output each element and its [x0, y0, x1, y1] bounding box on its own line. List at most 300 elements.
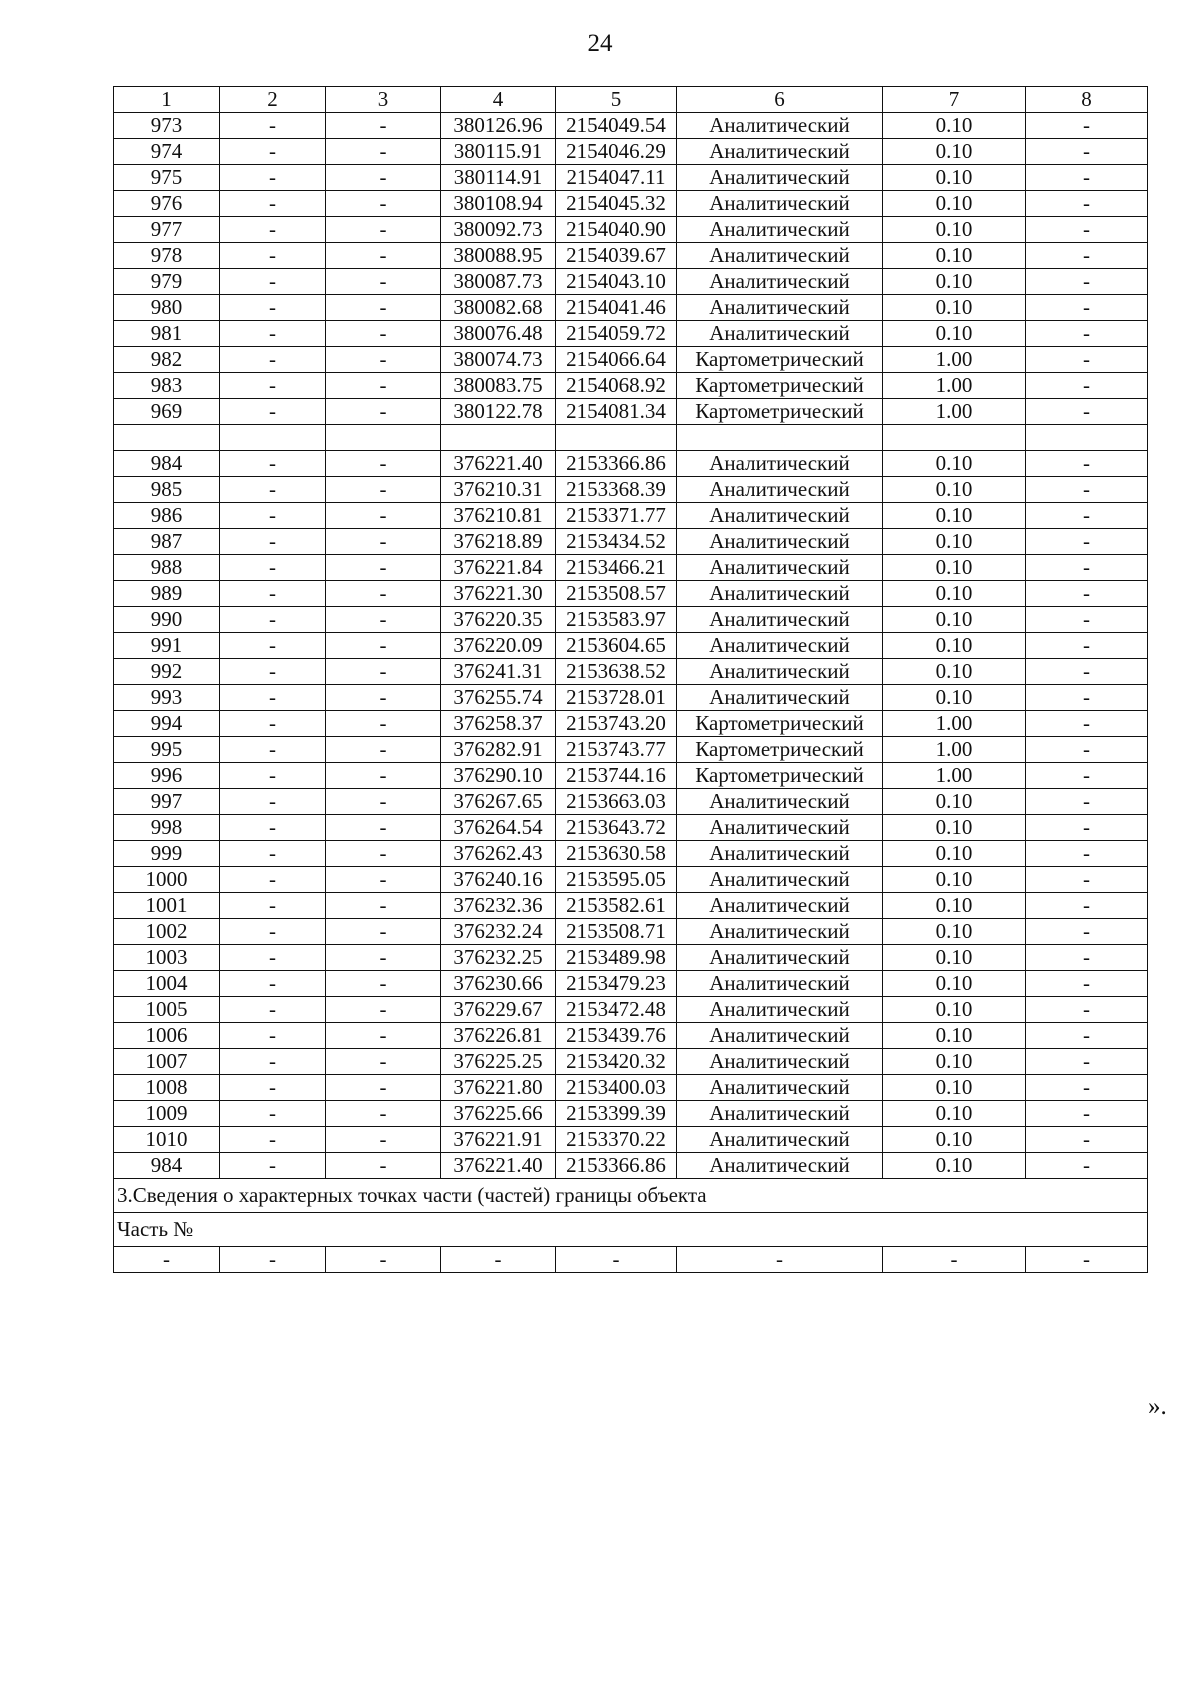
table-cell-col-3: - — [326, 321, 441, 347]
table-cell-col-7 — [883, 425, 1026, 451]
table-cell-col-6: Аналитический — [677, 217, 883, 243]
table-cell-col-4: 376264.54 — [441, 815, 556, 841]
table-cell-col-3: - — [326, 607, 441, 633]
table-cell-col-2 — [220, 425, 326, 451]
table-cell-col-2: - — [220, 1049, 326, 1075]
coordinates-table — [113, 86, 1148, 1273]
table-cell-col-1: 999 — [114, 841, 220, 867]
table-cell-col-8: - — [1026, 373, 1148, 399]
table-cell-col-7: 0.10 — [883, 191, 1026, 217]
table-cell-col-8: - — [1026, 243, 1148, 269]
table-cell-col-2: - — [220, 607, 326, 633]
table-cell-col-2: - — [220, 1127, 326, 1153]
table-cell-col-1: 988 — [114, 555, 220, 581]
table-cell-col-4: 380082.68 — [441, 295, 556, 321]
table-cell-col-4: 380115.91 — [441, 139, 556, 165]
table-cell-col-4: 376218.89 — [441, 529, 556, 555]
table-cell-col-1: 990 — [114, 607, 220, 633]
table-cell-col-3: - — [326, 737, 441, 763]
table-cell-col-7: 0.10 — [883, 945, 1026, 971]
table-cell-col-8: - — [1026, 945, 1148, 971]
table-cell-col-4: 380114.91 — [441, 165, 556, 191]
table-cell-col-5: 2153466.21 — [556, 555, 677, 581]
table-row — [114, 373, 1148, 399]
table-cell-col-8: - — [1026, 399, 1148, 425]
table-cell-col-4: 376221.80 — [441, 1075, 556, 1101]
table-cell-col-2: - — [220, 971, 326, 997]
table-cell-col-2: - — [220, 139, 326, 165]
table-cell-col-8: - — [1026, 1023, 1148, 1049]
table-cell-col-2: - — [220, 373, 326, 399]
table-cell-col-2: - — [220, 243, 326, 269]
table-cell-col-6: Картометрический — [677, 347, 883, 373]
table-cell-col-5: 2153643.72 — [556, 815, 677, 841]
table-cell-col-3: - — [326, 243, 441, 269]
table-cell-col-8: - — [1026, 503, 1148, 529]
table-row — [114, 243, 1148, 269]
table-cell-col-4: 376221.40 — [441, 451, 556, 477]
table-cell-col-8: - — [1026, 633, 1148, 659]
table-cell-col-5: 2153434.52 — [556, 529, 677, 555]
table-row — [114, 789, 1148, 815]
table-cell-col-4: 380076.48 — [441, 321, 556, 347]
table-cell-col-2: - — [220, 1153, 326, 1179]
table-cell-col-3: - — [326, 971, 441, 997]
table-cell-col-4: 376258.37 — [441, 711, 556, 737]
table-cell-col-5: 2153370.22 — [556, 1127, 677, 1153]
table-cell-col-4: 376230.66 — [441, 971, 556, 997]
table-cell-col-7: 0.10 — [883, 113, 1026, 139]
table-cell-col-6: Аналитический — [677, 243, 883, 269]
table-cell-col-7: 0.10 — [883, 295, 1026, 321]
table-cell-col-5: 2154045.32 — [556, 191, 677, 217]
table-row — [114, 1127, 1148, 1153]
table-cell-col-6: Аналитический — [677, 815, 883, 841]
table-cell-col-7: 0.10 — [883, 503, 1026, 529]
table-cell-col-8: - — [1026, 1049, 1148, 1075]
table-cell-col-2: - — [220, 1023, 326, 1049]
table-cell-col-1: 992 — [114, 659, 220, 685]
table-row — [114, 165, 1148, 191]
table-cell-col-8: - — [1026, 139, 1148, 165]
table-cell-col-5: 2153743.20 — [556, 711, 677, 737]
table-cell-col-5: 2153743.77 — [556, 737, 677, 763]
table-cell-col-2: - — [220, 451, 326, 477]
table-cell-col-7: - — [883, 1247, 1026, 1273]
table-cell-col-2: - — [220, 477, 326, 503]
table-cell-col-6: Аналитический — [677, 685, 883, 711]
table-cell-col-1: 975 — [114, 165, 220, 191]
table-row — [114, 633, 1148, 659]
table-cell-col-5: 2154066.64 — [556, 347, 677, 373]
table-row — [114, 893, 1148, 919]
table-row — [114, 321, 1148, 347]
table-cell-col-4 — [441, 425, 556, 451]
table-cell-col-1: 985 — [114, 477, 220, 503]
table-cell-col-4: 376210.81 — [441, 503, 556, 529]
table-cell-col-7: 1.00 — [883, 347, 1026, 373]
table-cell-col-1: 974 — [114, 139, 220, 165]
table-cell-col-5: 2154068.92 — [556, 373, 677, 399]
table-cell-col-1: 1003 — [114, 945, 220, 971]
table-cell-col-4: 376225.66 — [441, 1101, 556, 1127]
table-cell-col-7: 0.10 — [883, 841, 1026, 867]
table-cell-col-1: 984 — [114, 1153, 220, 1179]
table-row — [114, 581, 1148, 607]
table-cell-col-6: Аналитический — [677, 295, 883, 321]
table-cell-col-7: 0.10 — [883, 1075, 1026, 1101]
table-cell-col-2: - — [220, 113, 326, 139]
table-cell-col-4: 376262.43 — [441, 841, 556, 867]
table-cell-col-7: 0.10 — [883, 1127, 1026, 1153]
table-cell-col-8: - — [1026, 685, 1148, 711]
table-cell-col-3: - — [326, 711, 441, 737]
table-row — [114, 503, 1148, 529]
table-cell-col-8: - — [1026, 295, 1148, 321]
table-cell-col-4: 376240.16 — [441, 867, 556, 893]
table-cell-col-6: Аналитический — [677, 1075, 883, 1101]
table-cell-col-1: 1000 — [114, 867, 220, 893]
table-cell-col-8: - — [1026, 191, 1148, 217]
table-cell-col-7: 0.10 — [883, 633, 1026, 659]
table-cell-col-5: - — [556, 1247, 677, 1273]
table-cell-col-5 — [556, 425, 677, 451]
table-cell-col-6: Аналитический — [677, 321, 883, 347]
table-row — [114, 451, 1148, 477]
table-cell-col-8: - — [1026, 347, 1148, 373]
table-cell-col-1: 993 — [114, 685, 220, 711]
table-cell-col-5: 2153595.05 — [556, 867, 677, 893]
table-cell-col-3: - — [326, 347, 441, 373]
table-cell-col-8: - — [1026, 763, 1148, 789]
table-row — [114, 841, 1148, 867]
table-cell-col-5: 2153638.52 — [556, 659, 677, 685]
table-cell-col-2: - — [220, 841, 326, 867]
table-cell-col-6: Аналитический — [677, 841, 883, 867]
table-cell-col-3: - — [326, 1101, 441, 1127]
table-cell-col-2: - — [220, 295, 326, 321]
table-cell-col-2: - — [220, 711, 326, 737]
table-cell-col-2: - — [220, 581, 326, 607]
table-cell-col-6: Аналитический — [677, 191, 883, 217]
table-cell-col-4: 4 — [441, 87, 556, 113]
table-cell-col-5: 2153371.77 — [556, 503, 677, 529]
table-cell-col-2: - — [220, 399, 326, 425]
table-cell-col-1: 995 — [114, 737, 220, 763]
table-cell-col-7: 1.00 — [883, 737, 1026, 763]
table-cell-col-5: 2153479.23 — [556, 971, 677, 997]
table-separator-row — [114, 425, 1148, 451]
table-cell-col-6: Аналитический — [677, 867, 883, 893]
table-row — [114, 477, 1148, 503]
table-row — [114, 269, 1148, 295]
table-cell-col-3: - — [326, 217, 441, 243]
table-cell-col-3: - — [326, 633, 441, 659]
table-cell-col-4: - — [441, 1247, 556, 1273]
table-cell-col-5: 5 — [556, 87, 677, 113]
table-cell-col-8: - — [1026, 451, 1148, 477]
table-cell-col-7: 0.10 — [883, 1023, 1026, 1049]
table-cell-col-2: - — [220, 1247, 326, 1273]
table-cell-col-2: - — [220, 529, 326, 555]
table-cell-col-6: Картометрический — [677, 399, 883, 425]
table-cell-col-4: 376267.65 — [441, 789, 556, 815]
table-cell-col-6: Аналитический — [677, 1153, 883, 1179]
table-cell-col-8: - — [1026, 269, 1148, 295]
section-title: 3.Сведения о характерных точках части (частей) границы объекта — [114, 1179, 1148, 1213]
table-cell-col-8: - — [1026, 919, 1148, 945]
table-cell-col-7: 0.10 — [883, 451, 1026, 477]
table-cell-col-1: 986 — [114, 503, 220, 529]
table-cell-col-4: 380083.75 — [441, 373, 556, 399]
table-cell-col-2: - — [220, 347, 326, 373]
table-cell-col-3: - — [326, 1075, 441, 1101]
table-cell-col-2: - — [220, 633, 326, 659]
table-cell-col-8: - — [1026, 867, 1148, 893]
table-cell-col-7: 0.10 — [883, 685, 1026, 711]
table-cell-col-1: 1002 — [114, 919, 220, 945]
table-cell-col-1: 980 — [114, 295, 220, 321]
table-cell-col-1: 977 — [114, 217, 220, 243]
table-cell-col-3: - — [326, 269, 441, 295]
table-cell-col-5: 2154059.72 — [556, 321, 677, 347]
table-cell-col-6 — [677, 425, 883, 451]
table-cell-col-3 — [326, 425, 441, 451]
table-cell-col-1: 987 — [114, 529, 220, 555]
table-row — [114, 1101, 1148, 1127]
table-cell-col-6: Аналитический — [677, 451, 883, 477]
table-cell-col-4: 376221.91 — [441, 1127, 556, 1153]
table-cell-col-4: 376282.91 — [441, 737, 556, 763]
table-cell-col-7: 0.10 — [883, 139, 1026, 165]
table-cell-col-3: - — [326, 113, 441, 139]
table-cell-col-1: 998 — [114, 815, 220, 841]
table-cell-col-3: - — [326, 1049, 441, 1075]
table-cell-col-2: - — [220, 893, 326, 919]
table-row — [114, 971, 1148, 997]
table-cell-col-4: 376241.31 — [441, 659, 556, 685]
table-cell-col-7: 0.10 — [883, 217, 1026, 243]
table-cell-col-7: 1.00 — [883, 711, 1026, 737]
table-cell-col-7: 0.10 — [883, 165, 1026, 191]
table-cell-col-1: 984 — [114, 451, 220, 477]
table-cell-col-8: - — [1026, 971, 1148, 997]
table-cell-col-4: 376220.09 — [441, 633, 556, 659]
table-cell-col-7: 0.10 — [883, 971, 1026, 997]
table-row — [114, 113, 1148, 139]
table-cell-col-4: 380108.94 — [441, 191, 556, 217]
table-cell-col-6: Аналитический — [677, 165, 883, 191]
table-cell-col-8: - — [1026, 711, 1148, 737]
table-cell-col-2: - — [220, 269, 326, 295]
table-row — [114, 763, 1148, 789]
table-cell-col-1: 979 — [114, 269, 220, 295]
table-cell-col-5: 2153630.58 — [556, 841, 677, 867]
table-cell-col-5: 2153663.03 — [556, 789, 677, 815]
table-cell-col-2: - — [220, 789, 326, 815]
table-row — [114, 1049, 1148, 1075]
table-cell-col-7: 1.00 — [883, 373, 1026, 399]
table-cell-col-6: Аналитический — [677, 659, 883, 685]
table-cell-col-8: 8 — [1026, 87, 1148, 113]
table-row — [114, 217, 1148, 243]
table-cell-col-5: 2154043.10 — [556, 269, 677, 295]
table-cell-col-8: - — [1026, 1247, 1148, 1273]
table-cell-col-7: 0.10 — [883, 269, 1026, 295]
table-cell-col-8: - — [1026, 789, 1148, 815]
table-row — [114, 1153, 1148, 1179]
table-cell-col-5: 2153728.01 — [556, 685, 677, 711]
table-cell-col-7: 0.10 — [883, 997, 1026, 1023]
table-cell-col-3: - — [326, 893, 441, 919]
table-cell-col-6: Аналитический — [677, 555, 883, 581]
table-cell-col-3: - — [326, 945, 441, 971]
table-cell-col-5: 2153744.16 — [556, 763, 677, 789]
table-cell-col-3: - — [326, 1247, 441, 1273]
table-row — [114, 347, 1148, 373]
table-cell-col-3: - — [326, 165, 441, 191]
table-cell-col-3: - — [326, 789, 441, 815]
table-cell-col-4: 380126.96 — [441, 113, 556, 139]
table-cell-col-3: - — [326, 399, 441, 425]
table-cell-col-7: 0.10 — [883, 321, 1026, 347]
table-cell-col-5: 2154047.11 — [556, 165, 677, 191]
table-cell-col-6: Картометрический — [677, 711, 883, 737]
table-cell-col-6: Аналитический — [677, 919, 883, 945]
table-cell-col-2: - — [220, 191, 326, 217]
table-cell-col-1: 976 — [114, 191, 220, 217]
table-cell-col-3: - — [326, 529, 441, 555]
table-cell-col-4: 376221.84 — [441, 555, 556, 581]
section-title-row — [114, 1179, 1148, 1213]
table-cell-col-5: 2153368.39 — [556, 477, 677, 503]
table-cell-col-5: 2153582.61 — [556, 893, 677, 919]
table-row — [114, 529, 1148, 555]
table-cell-col-3: - — [326, 451, 441, 477]
table-cell-col-1: 983 — [114, 373, 220, 399]
table-cell-col-4: 376226.81 — [441, 1023, 556, 1049]
table-cell-col-3: - — [326, 555, 441, 581]
table-cell-col-6: Аналитический — [677, 269, 883, 295]
table-cell-col-6: Аналитический — [677, 607, 883, 633]
table-cell-col-1: 982 — [114, 347, 220, 373]
table-row — [114, 867, 1148, 893]
table-cell-col-7: 0.10 — [883, 555, 1026, 581]
table-cell-col-3: - — [326, 477, 441, 503]
table-cell-col-7: 0.10 — [883, 893, 1026, 919]
table-row — [114, 815, 1148, 841]
table-cell-col-6: Аналитический — [677, 997, 883, 1023]
table-row — [114, 1075, 1148, 1101]
table-cell-col-3: - — [326, 685, 441, 711]
table-row — [114, 607, 1148, 633]
table-row — [114, 1023, 1148, 1049]
table-cell-col-1: 997 — [114, 789, 220, 815]
table-cell-col-4: 376220.35 — [441, 607, 556, 633]
table-cell-col-7: 0.10 — [883, 581, 1026, 607]
table-cell-col-5: 2153366.86 — [556, 1153, 677, 1179]
table-cell-col-5: 2154081.34 — [556, 399, 677, 425]
table-cell-col-6: Аналитический — [677, 139, 883, 165]
table-cell-col-5: 2153472.48 — [556, 997, 677, 1023]
table-cell-col-5: 2154040.90 — [556, 217, 677, 243]
table-cell-col-4: 376232.24 — [441, 919, 556, 945]
table-cell-col-3: - — [326, 867, 441, 893]
table-row — [114, 711, 1148, 737]
table-row — [114, 399, 1148, 425]
table-cell-col-3: - — [326, 1127, 441, 1153]
table-cell-col-2: - — [220, 945, 326, 971]
table-cell-col-6: 6 — [677, 87, 883, 113]
table-cell-col-6: Аналитический — [677, 477, 883, 503]
table-cell-col-4: 376210.31 — [441, 477, 556, 503]
table-cell-col-6: Картометрический — [677, 373, 883, 399]
table-cell-col-1: 973 — [114, 113, 220, 139]
table-cell-col-4: 380074.73 — [441, 347, 556, 373]
table-cell-col-2: - — [220, 503, 326, 529]
table-cell-col-8: - — [1026, 113, 1148, 139]
table-row — [114, 737, 1148, 763]
table-cell-col-2: 2 — [220, 87, 326, 113]
table-cell-col-5: 2153366.86 — [556, 451, 677, 477]
table-cell-col-5: 2154049.54 — [556, 113, 677, 139]
table-cell-col-7: 0.10 — [883, 919, 1026, 945]
table-cell-col-8: - — [1026, 321, 1148, 347]
table-cell-col-3: - — [326, 191, 441, 217]
table-cell-col-8: - — [1026, 737, 1148, 763]
table-cell-col-3: - — [326, 997, 441, 1023]
table-cell-col-4: 376229.67 — [441, 997, 556, 1023]
table-cell-col-7: 0.10 — [883, 243, 1026, 269]
table-cell-col-4: 376221.30 — [441, 581, 556, 607]
table-cell-col-1: 994 — [114, 711, 220, 737]
table-cell-col-8: - — [1026, 893, 1148, 919]
table-cell-col-1 — [114, 425, 220, 451]
table-row — [114, 997, 1148, 1023]
table-cell-col-5: 2154046.29 — [556, 139, 677, 165]
table-cell-col-6: - — [677, 1247, 883, 1273]
table-cell-col-3: - — [326, 295, 441, 321]
table-cell-col-1: 1001 — [114, 893, 220, 919]
table-cell-col-2: - — [220, 217, 326, 243]
table-cell-col-5: 2153400.03 — [556, 1075, 677, 1101]
table-cell-col-5: 2154039.67 — [556, 243, 677, 269]
table-row — [114, 919, 1148, 945]
table-cell-col-8: - — [1026, 841, 1148, 867]
table-cell-col-2: - — [220, 919, 326, 945]
table-cell-col-7: 0.10 — [883, 867, 1026, 893]
table-cell-col-6: Аналитический — [677, 1101, 883, 1127]
part-label-row — [114, 1213, 1148, 1247]
table-last-row — [114, 1247, 1148, 1273]
table-row — [114, 659, 1148, 685]
table-cell-col-2: - — [220, 685, 326, 711]
table-cell-col-5: 2153508.71 — [556, 919, 677, 945]
table-cell-col-8: - — [1026, 529, 1148, 555]
table-cell-col-3: - — [326, 1153, 441, 1179]
table-cell-col-4: 376255.74 — [441, 685, 556, 711]
table-cell-col-8: - — [1026, 217, 1148, 243]
table-cell-col-8: - — [1026, 815, 1148, 841]
table-cell-col-2: - — [220, 763, 326, 789]
table-cell-col-3: - — [326, 1023, 441, 1049]
table-cell-col-1: 1010 — [114, 1127, 220, 1153]
table-cell-col-4: 376290.10 — [441, 763, 556, 789]
table-cell-col-2: - — [220, 659, 326, 685]
table-cell-col-1: 991 — [114, 633, 220, 659]
table-cell-col-6: Аналитический — [677, 1023, 883, 1049]
table-cell-col-7: 1.00 — [883, 399, 1026, 425]
